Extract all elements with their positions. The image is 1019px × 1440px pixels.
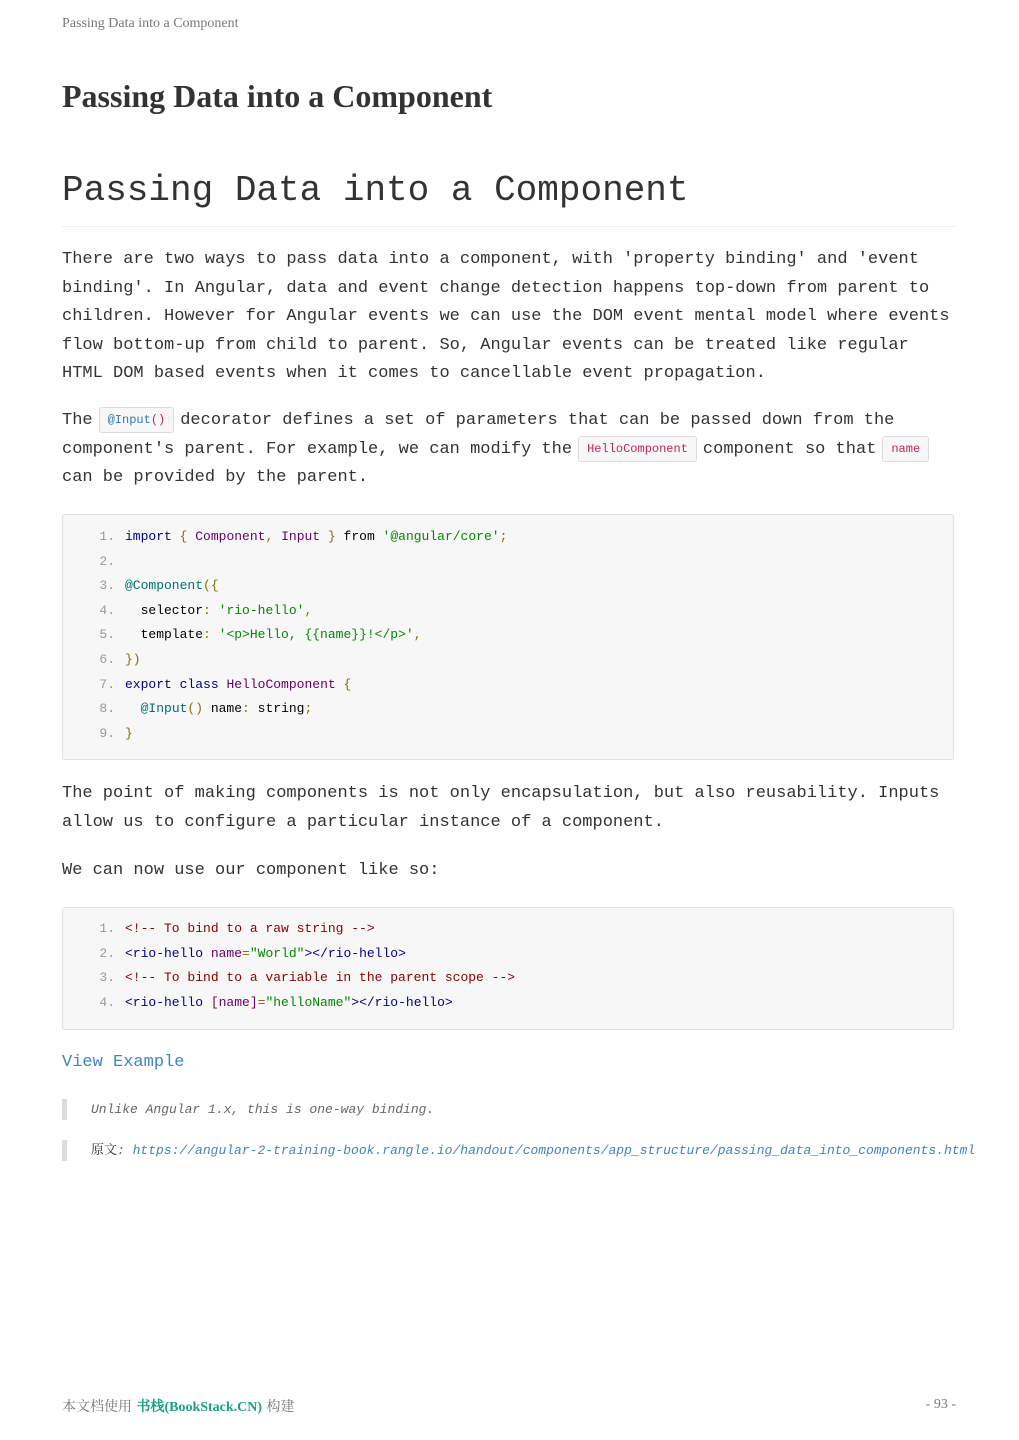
code-token xyxy=(203,946,211,961)
code-block-typescript xyxy=(62,514,954,760)
code-token: ></rio-hello> xyxy=(304,945,406,961)
code-token: name xyxy=(210,945,243,961)
code-token: export xyxy=(125,676,172,692)
inline-code-input-name: @Input xyxy=(107,413,151,427)
code-line xyxy=(63,550,953,575)
page-title: Passing Data into a Component xyxy=(62,78,493,114)
line-number: 6. xyxy=(99,651,115,667)
code-line xyxy=(63,966,953,991)
code-token: selector xyxy=(125,602,204,618)
code-token xyxy=(172,677,180,692)
code-token: '<p>Hello, {{name}}!</p>' xyxy=(218,627,414,643)
code-token: class xyxy=(179,676,219,692)
reusability-paragraph: The point of making components is not only encapsulation, but also reusability. Inputs allow us to configure a particular instance of a component. xyxy=(62,784,940,832)
line-number: 5. xyxy=(99,627,115,643)
code-token: , xyxy=(265,529,274,544)
code-token xyxy=(211,603,219,618)
code-token: @Input xyxy=(140,701,188,717)
code-token: { xyxy=(343,676,352,692)
code-line xyxy=(63,525,953,550)
inline-code-input xyxy=(99,407,175,433)
paragraph-text: The xyxy=(62,411,93,430)
line-number: 8. xyxy=(99,701,115,717)
code-token: "World" xyxy=(249,945,305,961)
line-number: 1. xyxy=(99,529,115,544)
code-token: string xyxy=(249,701,305,717)
code-token: = xyxy=(257,994,266,1010)
code-token xyxy=(203,995,211,1010)
code-token: from xyxy=(335,529,383,544)
line-number: 7. xyxy=(99,676,115,692)
code-token: , xyxy=(413,627,422,643)
code-line xyxy=(63,574,953,599)
intro-paragraph: There are two ways to pass data into a component, with 'property binding' and 'event binding'. In Angular, data and event change detection happens top-down from parent to children. However for Angular events we can use the DOM event mental model where events flow bottom-up from child to parent. So, Angular events can be treated like regular HTML DOM based events when it comes to cancellable event propagation. xyxy=(62,250,950,384)
input-decorator-paragraph xyxy=(62,407,956,493)
code-token xyxy=(125,701,141,716)
code-token xyxy=(172,529,180,544)
code-token: @Component xyxy=(125,578,204,594)
line-number: 4. xyxy=(99,602,115,618)
code-token: <!-- To bind to a variable in the parent scope --> xyxy=(125,970,516,986)
view-example-link[interactable]: View Example xyxy=(62,1053,185,1072)
code-line xyxy=(63,648,953,673)
code-token: } xyxy=(327,529,336,544)
source-blockquote xyxy=(62,1140,975,1161)
code-token: } xyxy=(125,725,133,741)
code-token xyxy=(273,529,281,544)
code-line xyxy=(63,942,953,967)
usage-paragraph: We can now use our component like so: xyxy=(62,861,440,880)
section-heading: Passing Data into a Component xyxy=(62,170,956,227)
code-line xyxy=(63,623,953,648)
code-line xyxy=(63,917,953,942)
code-token: : xyxy=(242,701,250,717)
code-line xyxy=(63,673,953,698)
code-token: name xyxy=(203,701,243,717)
code-token: template xyxy=(125,627,204,643)
inline-code-hello-component: HelloComponent xyxy=(578,436,697,462)
code-token: ></rio-hello> xyxy=(351,994,453,1010)
code-token: ({ xyxy=(203,578,219,594)
paragraph-text: decorator defines a set of parameters that can be passed down from the component's parent. For example, we can modify the xyxy=(62,411,895,459)
line-number: 1. xyxy=(99,921,115,936)
code-token: <!-- To bind to a raw string --> xyxy=(125,921,375,936)
footer-suffix: 构建 xyxy=(262,1399,295,1415)
page-number: - 93 - xyxy=(925,1397,956,1412)
code-token: Input xyxy=(281,529,321,544)
line-number: 9. xyxy=(99,725,115,741)
code-token: { xyxy=(179,529,188,544)
code-token: () xyxy=(187,701,204,717)
code-token: HelloComponent xyxy=(226,676,336,692)
inline-code-name: name xyxy=(882,436,929,462)
code-token: import xyxy=(125,529,172,544)
running-header: Passing Data into a Component xyxy=(62,16,239,31)
footer-credit xyxy=(62,1396,295,1416)
paragraph-text: component so that xyxy=(702,439,877,459)
source-colon: : xyxy=(117,1143,133,1158)
code-token: }) xyxy=(125,651,141,667)
code-token: <rio-hello xyxy=(125,945,204,961)
line-number: 3. xyxy=(99,578,115,594)
code-token: ; xyxy=(499,529,508,544)
code-token: : xyxy=(203,602,211,618)
line-number: 2. xyxy=(99,553,115,569)
code-token: <rio-hello xyxy=(125,994,204,1010)
code-line xyxy=(63,991,953,1016)
code-token: = xyxy=(242,945,250,961)
note-blockquote: Unlike Angular 1.x, this is one-way binding. xyxy=(62,1099,434,1120)
code-token: Component xyxy=(195,529,266,544)
line-number: 2. xyxy=(99,945,115,961)
code-token: 'rio-hello' xyxy=(218,602,305,618)
code-block-html xyxy=(62,907,954,1030)
code-token: ; xyxy=(304,701,313,717)
code-token: "helloName" xyxy=(265,994,352,1010)
code-line xyxy=(63,697,953,722)
source-url-link[interactable]: https://angular-2-training-book.rangle.io/handout/components/app_structure/passing_data_into_components.html xyxy=(132,1143,976,1158)
footer-brand-link[interactable]: 书栈(BookStack.CN) xyxy=(136,1400,263,1415)
code-line xyxy=(63,722,953,747)
code-token: , xyxy=(304,602,313,618)
inline-code-input-parens: () xyxy=(150,413,166,427)
code-token: : xyxy=(203,627,211,643)
code-token xyxy=(211,627,219,642)
code-token xyxy=(320,529,328,544)
line-number: 4. xyxy=(99,994,115,1010)
code-line xyxy=(63,599,953,624)
line-number: 3. xyxy=(99,970,115,986)
source-label: 原文 xyxy=(91,1143,118,1158)
paragraph-text: can be provided by the parent. xyxy=(62,468,369,488)
code-token: '@angular/core' xyxy=(382,529,500,544)
footer-prefix: 本文档使用 xyxy=(62,1399,137,1415)
code-token: [name] xyxy=(210,994,258,1010)
